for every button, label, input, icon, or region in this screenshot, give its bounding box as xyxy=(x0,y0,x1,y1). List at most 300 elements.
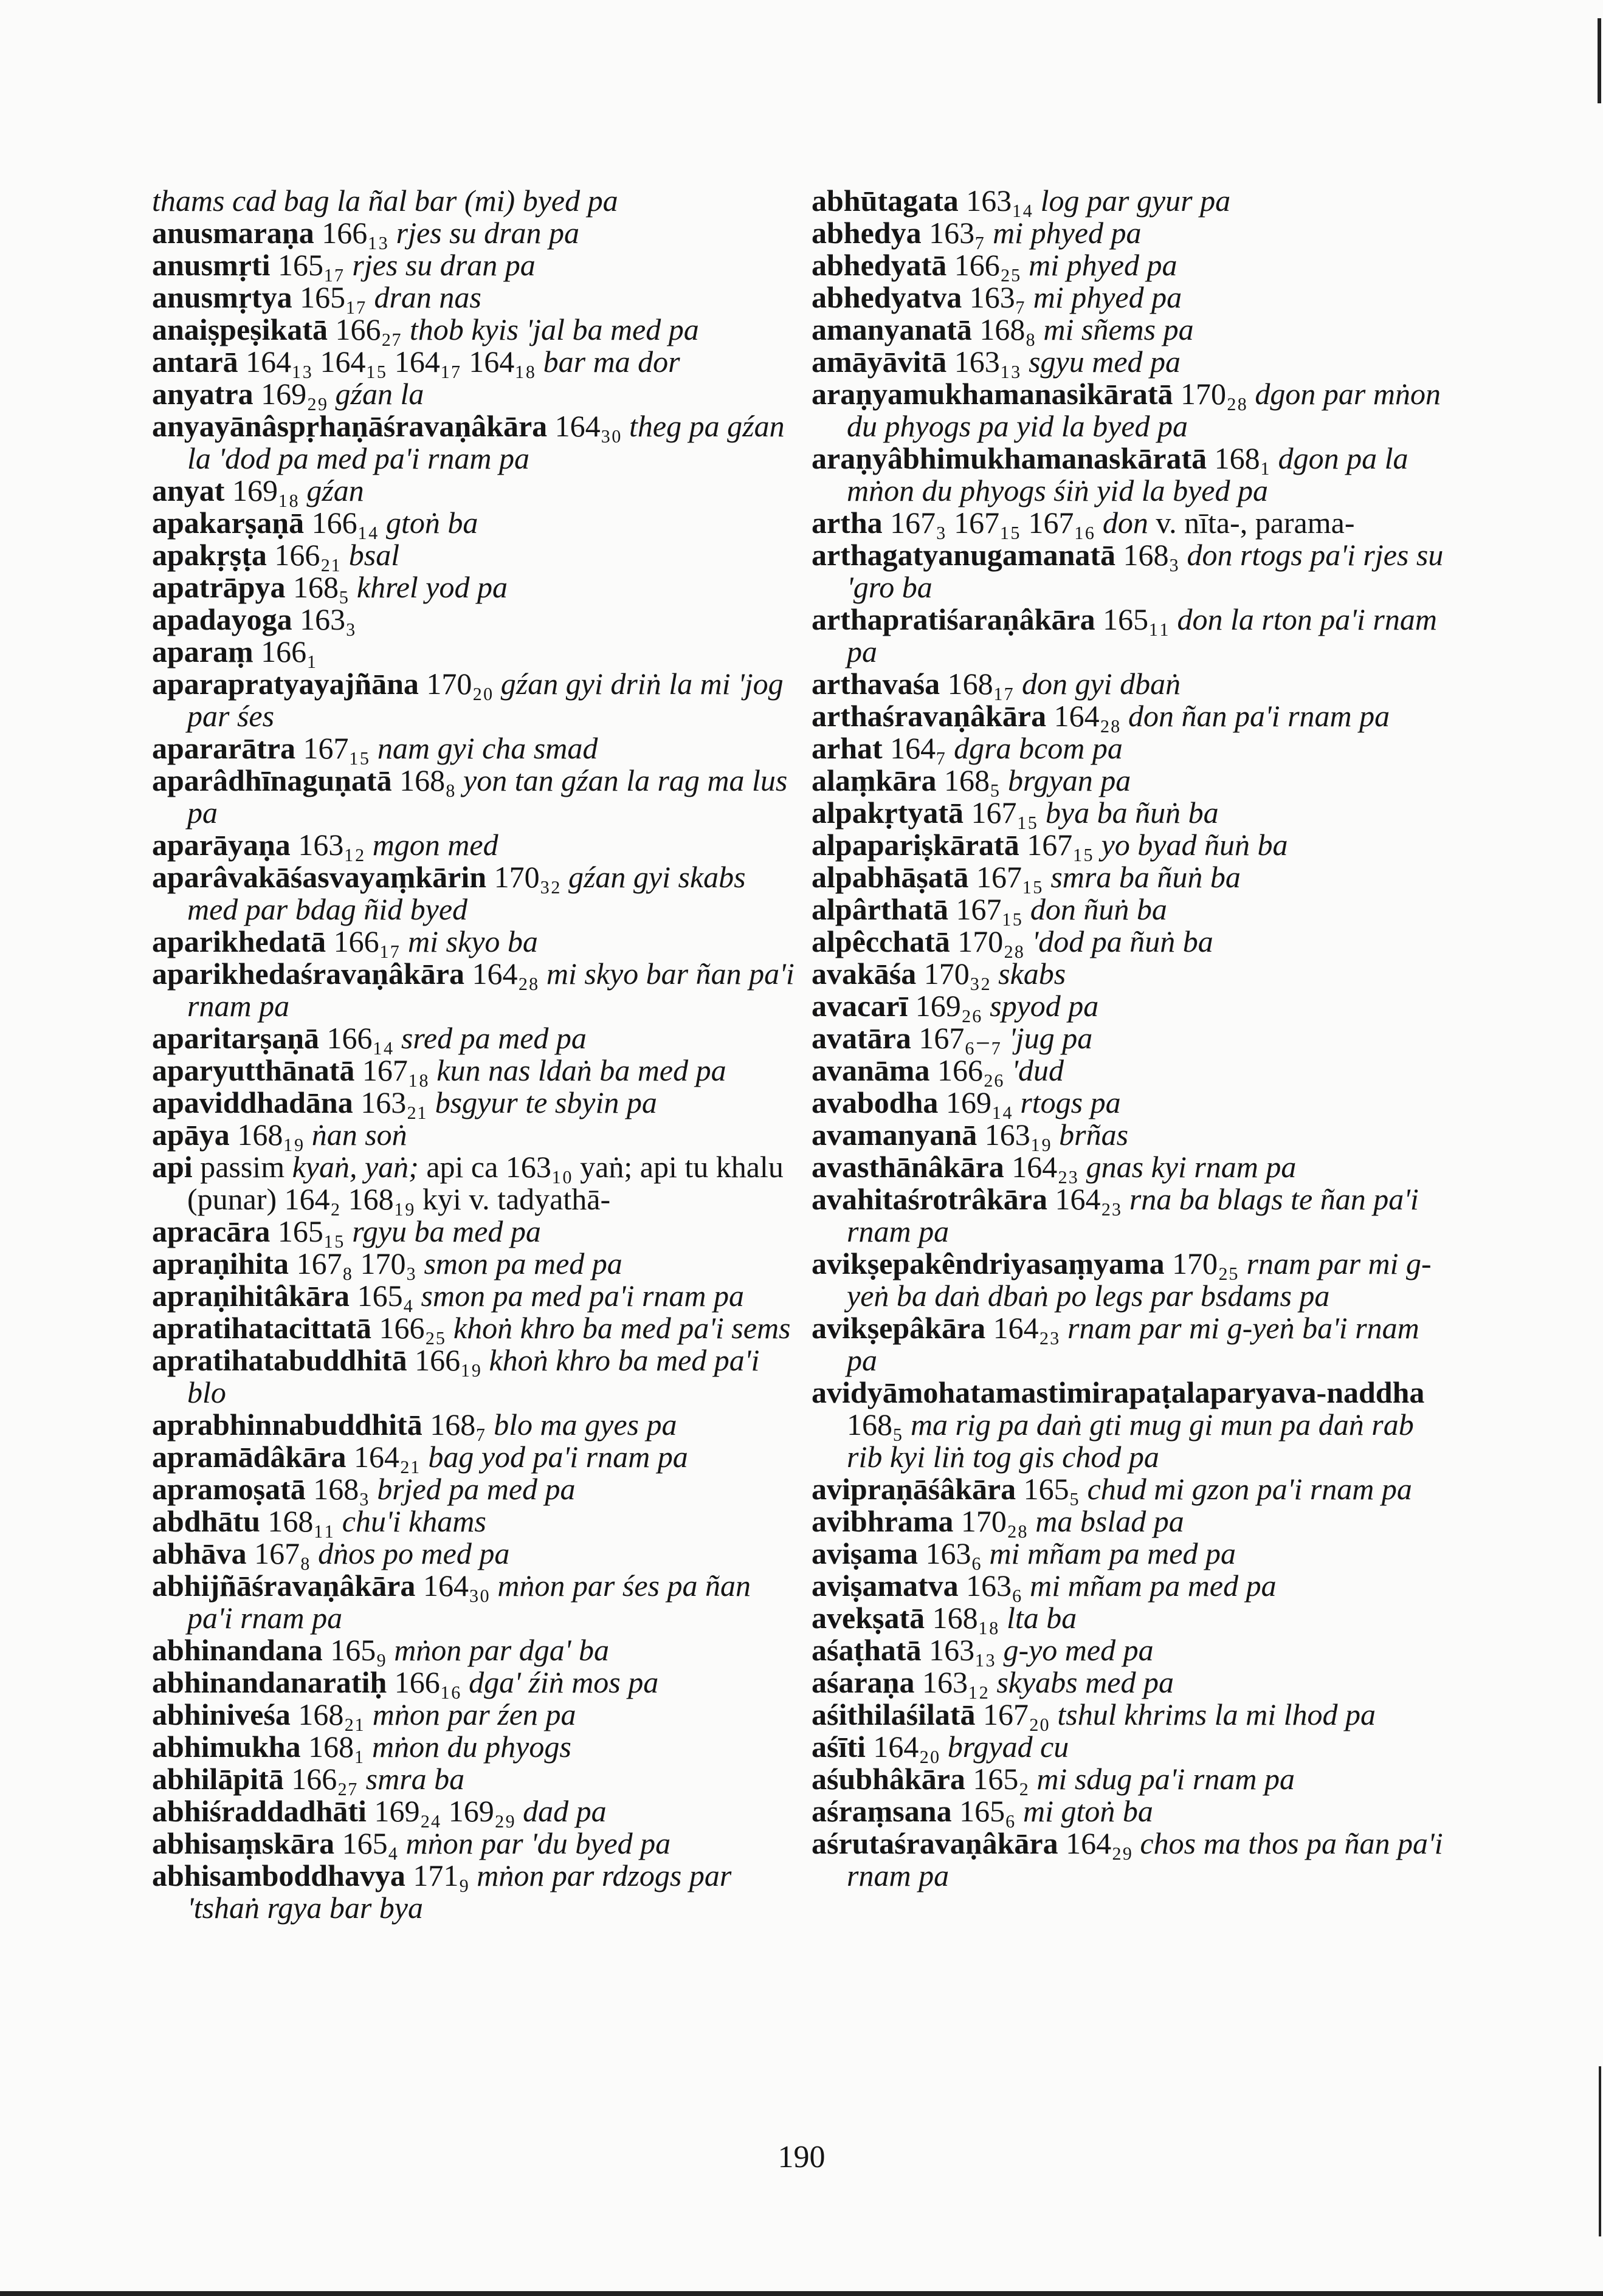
page-reference: 163₁₄ xyxy=(966,184,1033,218)
tibetan-equivalent: thams cad bag la ñal bar (mi) byed pa xyxy=(152,184,618,218)
dictionary-entry xyxy=(812,1602,1456,1634)
tibetan-equivalent: yo byad ñuṅ ba xyxy=(1101,828,1288,862)
tibetan-equivalent: khoṅ khro ba med pa'i blo xyxy=(187,1343,760,1409)
tibetan-equivalent: mṅon par źen pa xyxy=(372,1697,576,1731)
headword: avakāśa xyxy=(812,957,917,991)
page-reference: 166₁ xyxy=(261,634,317,669)
headword: alpakṛtyatā xyxy=(812,796,964,830)
headword: anusmaraṇa xyxy=(152,216,314,250)
page-reference: 170₂₅ xyxy=(1172,1246,1239,1280)
page-reference: 170₂₈ xyxy=(1181,377,1247,411)
page-reference: 167₈ 170₃ xyxy=(296,1246,416,1280)
page-reference: 166₁₇ xyxy=(333,924,401,958)
dictionary-entry xyxy=(152,926,796,958)
dictionary-entry xyxy=(812,539,1456,603)
page-reference: 165₄ xyxy=(342,1826,399,1860)
page-reference: 167₆₋₇ xyxy=(919,1021,1002,1055)
headword: anyat xyxy=(152,473,225,507)
tibetan-equivalent: smon pa med pa xyxy=(424,1246,622,1280)
dictionary-entry xyxy=(152,249,796,281)
dictionary-entry xyxy=(812,1699,1456,1731)
tibetan-equivalent: gźan gyi driṅ la mi 'jog par śes xyxy=(187,667,784,733)
headword: alpabhāṣatā xyxy=(812,860,969,894)
dictionary-entry xyxy=(812,1763,1456,1795)
headword: avikṣepakêndriyasaṃyama xyxy=(812,1246,1165,1280)
dictionary-entry xyxy=(152,1054,796,1087)
headword: abhedyatā xyxy=(812,248,947,282)
dictionary-entry xyxy=(152,507,796,539)
dictionary-entry xyxy=(812,346,1456,378)
headword: abhinandana xyxy=(152,1633,323,1667)
page-reference: 164₃₀ xyxy=(554,409,622,443)
dictionary-entry xyxy=(812,1248,1456,1312)
page-reference: 164₁₃ 164₁₅ 164₁₇ 164₁₈ xyxy=(246,345,536,379)
headword: apaviddhadāna xyxy=(152,1085,353,1119)
page-reference: 164₂₀ xyxy=(873,1730,940,1764)
dictionary-entry xyxy=(152,1215,796,1248)
tibetan-equivalent: skabs xyxy=(998,957,1066,991)
dictionary-entry xyxy=(812,797,1456,829)
tibetan-equivalent: mṅon par 'du byed pa xyxy=(405,1826,671,1860)
entry-continuation: api ca 163₁₀ yaṅ; api tu khalu (punar) 164₂ 168₁₉ kyi v. tadyathā- xyxy=(187,1150,784,1216)
headword: antarā xyxy=(152,345,238,379)
dictionary-entry xyxy=(812,668,1456,700)
tibetan-equivalent: yon tan gźan la rag ma lus pa xyxy=(187,763,788,830)
dictionary-entry xyxy=(152,378,796,410)
tibetan-equivalent: dga' źiṅ mos pa xyxy=(469,1665,659,1699)
tibetan-equivalent: dṅos po med pa xyxy=(318,1536,510,1570)
page-reference: 171₉ xyxy=(413,1858,469,1892)
page-reference: 168₃ xyxy=(313,1472,370,1506)
tibetan-equivalent: gźan la xyxy=(335,377,424,411)
page-reference: 167₃ 167₁₅ 167₁₆ xyxy=(890,506,1095,540)
tibetan-equivalent: bya ba ñuṅ ba xyxy=(1045,796,1219,830)
right-column xyxy=(812,185,1456,1892)
tibetan-equivalent: chos ma thos pa ñan pa'i rnam pa xyxy=(847,1826,1443,1892)
tibetan-equivalent: rjes su dran pa xyxy=(396,216,580,250)
dictionary-entry xyxy=(152,1087,796,1119)
headword: apakṛṣṭa xyxy=(152,538,267,572)
page-reference: 167₁₅ xyxy=(956,892,1023,926)
headword: abdhātu xyxy=(152,1504,260,1538)
dictionary-entry xyxy=(152,281,796,314)
dictionary-entry xyxy=(812,1312,1456,1377)
dictionary-entry xyxy=(812,1473,1456,1505)
dictionary-entry xyxy=(812,1570,1456,1602)
dictionary-entry xyxy=(152,1473,796,1505)
page-reference: 164₂₈ xyxy=(472,957,539,991)
headword: apramādâkāra xyxy=(152,1440,346,1474)
headword: apraṇihita xyxy=(152,1246,289,1280)
page-reference: 164₂₈ xyxy=(1053,699,1121,733)
dictionary-entry xyxy=(152,668,796,732)
tibetan-equivalent: mi gtoṅ ba xyxy=(1023,1794,1153,1828)
tibetan-equivalent: mi phyed pa xyxy=(993,216,1142,250)
tibetan-equivalent: brjed pa med pa xyxy=(377,1472,576,1506)
dictionary-entry xyxy=(152,732,796,765)
page-reference: 170₂₈ xyxy=(960,1504,1028,1538)
page-reference: 168₁₉ xyxy=(237,1118,305,1152)
page-reference: 165₅ xyxy=(1023,1472,1080,1506)
dictionary-entry xyxy=(812,1054,1456,1087)
dictionary-entry xyxy=(152,1409,796,1441)
headword: avikṣepâkāra xyxy=(812,1311,986,1345)
headword: abhisaṃskāra xyxy=(152,1826,335,1860)
headword: aparikhedatā xyxy=(152,924,326,958)
dictionary-entry xyxy=(152,1795,796,1827)
dictionary-entry xyxy=(152,217,796,249)
headword: aśīti xyxy=(812,1730,866,1764)
dictionary-entry xyxy=(812,1634,1456,1666)
tibetan-equivalent: don la rton pa'i rnam pa xyxy=(847,602,1437,669)
tibetan-equivalent: mi mñam pa med pa xyxy=(1030,1569,1277,1603)
tibetan-equivalent: gźan gyi skabs med par bdag ñid byed xyxy=(187,860,746,926)
page-reference: 167₈ xyxy=(254,1536,311,1570)
page-reference: 164₂₃ xyxy=(993,1311,1060,1345)
page-reference: 168₅ xyxy=(292,570,350,604)
dictionary-entry xyxy=(152,1151,796,1215)
page-reference: 164₇ xyxy=(890,731,946,765)
dictionary-entry xyxy=(152,539,796,571)
page-reference: 168₁ xyxy=(308,1730,365,1764)
tibetan-equivalent: 'dud xyxy=(1012,1053,1064,1087)
page-reference: 163₁₉ xyxy=(984,1118,1052,1152)
page-reference: 167₁₅ xyxy=(976,860,1043,894)
dictionary-entry xyxy=(152,1731,796,1763)
page-reference: 168₈ xyxy=(979,312,1036,346)
headword: anusmṛtya xyxy=(152,280,292,314)
dictionary-entry xyxy=(152,1538,796,1570)
headword: avanāma xyxy=(812,1053,930,1087)
tibetan-equivalent: thob kyis 'jal ba med pa xyxy=(409,312,699,346)
page-reference: 170₂₀ xyxy=(426,667,494,701)
dictionary-entry xyxy=(812,958,1456,990)
tibetan-equivalent: dgon pa la mṅon du phyogs śiṅ yid la byed pa xyxy=(847,441,1408,507)
page-number: 190 xyxy=(777,2140,826,2174)
headword: anusmṛti xyxy=(152,248,271,282)
page-reference: 168₇ xyxy=(430,1408,486,1442)
dictionary-entry xyxy=(812,507,1456,539)
headword: alpêcchatā xyxy=(812,924,950,958)
tibetan-equivalent: kun nas ldaṅ ba med pa xyxy=(436,1053,726,1087)
page-reference: 165₁₇ xyxy=(277,248,345,282)
page-reference: 168₅ xyxy=(847,1408,903,1442)
headword: alpârthatā xyxy=(812,892,948,926)
dictionary-entry xyxy=(812,732,1456,765)
headword: aśubhâkāra xyxy=(812,1762,965,1796)
tibetan-equivalent: khoṅ khro ba med pa'i sems xyxy=(453,1311,791,1345)
tibetan-equivalent: mi skyo bar ñan pa'i rnam pa xyxy=(187,957,795,1023)
headword: avipraṇāśâkāra xyxy=(812,1472,1016,1506)
headword: aparitarṣaṇā xyxy=(152,1021,319,1055)
tibetan-equivalent: sgyu med pa xyxy=(1029,345,1181,379)
tibetan-equivalent: rnam par mi g-yeṅ ba daṅ dbaṅ po legs par bsdams pa xyxy=(847,1246,1432,1313)
scan-bottom-edge xyxy=(0,2291,1603,2296)
tibetan-equivalent: don xyxy=(1102,506,1148,540)
tibetan-equivalent: mi mñam pa med pa xyxy=(989,1536,1236,1570)
page-reference: 167₁₈ xyxy=(362,1053,429,1087)
dictionary-entry xyxy=(152,346,796,378)
dictionary-entry xyxy=(152,1312,796,1344)
dictionary-entry xyxy=(812,700,1456,732)
tibetan-equivalent: dgon par mṅon du phyogs pa yid la byed pa xyxy=(847,377,1441,443)
headword: aparâvakāśasvayaṃkārin xyxy=(152,860,487,894)
page-reference: passim xyxy=(200,1150,285,1184)
page-reference: 166₁₉ xyxy=(415,1343,481,1377)
headword: abhimukha xyxy=(152,1730,301,1764)
dictionary-entry xyxy=(152,314,796,346)
page-reference: 170₃₂ xyxy=(923,957,991,991)
tibetan-equivalent: mṅon par śes pa ñan pa'i rnam pa xyxy=(187,1569,751,1635)
tibetan-equivalent: don ñan pa'i rnam pa xyxy=(1128,699,1390,733)
tibetan-equivalent: mi phyed pa xyxy=(1029,248,1177,282)
tibetan-equivalent: chud mi gzon pa'i rnam pa xyxy=(1087,1472,1412,1506)
tibetan-equivalent: mi sñems pa xyxy=(1043,312,1194,346)
page-reference: 168₅ xyxy=(944,763,1001,797)
headword: aparaṃ xyxy=(152,634,253,669)
dictionary-entry xyxy=(152,1022,796,1054)
dictionary-entry xyxy=(812,893,1456,926)
page-reference: 165₆ xyxy=(959,1794,1016,1828)
headword: aparyutthānatā xyxy=(152,1053,355,1087)
page-reference: 165₁₅ xyxy=(277,1214,345,1248)
tibetan-equivalent: dgra bcom pa xyxy=(954,731,1123,765)
headword: abhilāpitā xyxy=(152,1762,284,1796)
dictionary-entry xyxy=(812,1183,1456,1248)
dictionary-entry xyxy=(152,1248,796,1280)
dictionary-entry xyxy=(152,861,796,926)
headword: apakarṣaṇā xyxy=(152,506,305,540)
tibetan-equivalent: don gyi dbaṅ xyxy=(1021,667,1181,701)
headword: aprabhinnabuddhitā xyxy=(152,1408,422,1442)
headword: abhiniveśa xyxy=(152,1697,291,1731)
headword: aparikhedaśravaṇâkāra xyxy=(152,957,464,991)
dictionary-entry xyxy=(812,1827,1456,1892)
page-reference: 166₁₄ xyxy=(311,506,379,540)
dictionary-entry xyxy=(152,603,796,636)
page-reference: 166₂₁ xyxy=(274,538,342,572)
dictionary-entry xyxy=(812,1731,1456,1763)
dictionary-entry xyxy=(812,378,1456,442)
page-reference: 165₂ xyxy=(973,1762,1029,1796)
headword: apracāra xyxy=(152,1214,271,1248)
page-reference: 163₃ xyxy=(300,602,356,636)
headword: arthagatyanugamanatā xyxy=(812,538,1116,572)
dictionary-entry xyxy=(152,1505,796,1538)
scan-edge-mark xyxy=(1599,2066,1601,2236)
page-reference: 164₂₉ xyxy=(1066,1826,1132,1860)
headword: apratihatabuddhitā xyxy=(152,1343,407,1377)
tibetan-equivalent: theg pa gźan la 'dod pa med pa'i rnam pa xyxy=(187,409,785,475)
dictionary-entry xyxy=(152,1763,796,1795)
headword: aśaṭhatā xyxy=(812,1633,922,1667)
dictionary-entry xyxy=(812,442,1456,507)
tibetan-equivalent: rjes su dran pa xyxy=(352,248,536,282)
page-reference: 167₂₀ xyxy=(982,1697,1050,1731)
dictionary-entry xyxy=(812,281,1456,314)
page-reference: 164₂₃ xyxy=(1012,1150,1079,1184)
headword: abhedyatva xyxy=(812,280,962,314)
headword: abhinandanaratiḥ xyxy=(152,1665,387,1699)
tibetan-equivalent: rtogs pa xyxy=(1020,1085,1121,1119)
headword: apāya xyxy=(152,1118,230,1152)
headword: aśrutaśravaṇâkāra xyxy=(812,1826,1058,1860)
headword: apramoṣatā xyxy=(152,1472,306,1506)
dictionary-entry xyxy=(152,958,796,1022)
tibetan-equivalent: ṅan soṅ xyxy=(311,1118,407,1152)
page-reference: 165₉ xyxy=(330,1633,387,1667)
tibetan-equivalent: mi sdug pa'i rnam pa xyxy=(1036,1762,1295,1796)
headword: api xyxy=(152,1150,193,1184)
dictionary-entry xyxy=(812,765,1456,797)
headword: avahitaśrotrâkāra xyxy=(812,1182,1047,1216)
headword: avidyāmohatamastimirapaṭalaparyava-naddha xyxy=(812,1375,1425,1409)
dictionary-entry xyxy=(152,829,796,861)
headword: arhat xyxy=(812,731,883,765)
dictionary-entry xyxy=(152,636,796,668)
page-reference: 166₁₃ xyxy=(322,216,389,250)
headword: apratihatacittatā xyxy=(152,1311,372,1345)
headword: abhisamboddhavya xyxy=(152,1858,405,1892)
tibetan-equivalent: mṅon par rdzogs par 'tshaṅ rgya bar bya xyxy=(187,1858,732,1925)
page-reference: 169₁₄ xyxy=(945,1085,1013,1119)
headword: araṇyamukhamanasikāratā xyxy=(812,377,1173,411)
tibetan-equivalent: gźan xyxy=(306,473,364,507)
page-reference: 165₁₁ xyxy=(1103,602,1170,636)
tibetan-equivalent: mi phyed pa xyxy=(1033,280,1182,314)
headword: aśraṃsana xyxy=(812,1794,952,1828)
page-reference: 166₂₇ xyxy=(335,312,402,346)
headword: avatāra xyxy=(812,1021,911,1055)
dictionary-entry xyxy=(812,1377,1456,1473)
tibetan-equivalent: tshul khrims la mi lhod pa xyxy=(1057,1697,1376,1731)
page-reference: 168₁₁ xyxy=(267,1504,335,1538)
page-reference: 163₁₃ xyxy=(954,345,1021,379)
headword: anaiṣpeṣikatā xyxy=(152,312,328,346)
dictionary-entry xyxy=(152,185,796,217)
dictionary-entry xyxy=(812,990,1456,1022)
tibetan-equivalent: smon pa med pa'i rnam pa xyxy=(421,1279,745,1313)
headword: abhāva xyxy=(152,1536,247,1570)
tibetan-equivalent: ma rig pa daṅ gti mug gi mun pa daṅ rab rib kyi liṅ tog gis chod pa xyxy=(847,1408,1414,1474)
page-reference: 168₂₁ xyxy=(298,1697,365,1731)
tibetan-equivalent: mṅon par dga' ba xyxy=(394,1633,609,1667)
dictionary-entry xyxy=(152,1570,796,1634)
tibetan-equivalent: dad pa xyxy=(523,1794,607,1828)
headword: aparapratyayajñāna xyxy=(152,667,419,701)
headword: araṇyâbhimukhamanaskāratā xyxy=(812,441,1207,475)
tibetan-equivalent: spyod pa xyxy=(990,989,1099,1023)
headword: amanyanatā xyxy=(812,312,972,346)
page-reference: 166₂₇ xyxy=(291,1762,359,1796)
headword: apatrāpya xyxy=(152,570,286,604)
tibetan-equivalent: blo ma gyes pa xyxy=(494,1408,677,1442)
headword: aparāyaṇa xyxy=(152,828,291,862)
tibetan-equivalent: gnas kyi rnam pa xyxy=(1086,1150,1297,1184)
tibetan-equivalent: nam gyi cha smad xyxy=(377,731,598,765)
tibetan-equivalent: chu'i khams xyxy=(342,1504,486,1538)
headword: artha xyxy=(812,506,883,540)
tibetan-equivalent: rnam par mi g-yeṅ ba'i rnam pa xyxy=(847,1311,1419,1377)
headword: apararātra xyxy=(152,731,296,765)
page-reference: 169₂₄ 169₂₉ xyxy=(374,1794,515,1828)
dictionary-entry xyxy=(812,603,1456,668)
page-reference: 163₇ xyxy=(969,280,1026,314)
scan-edge-mark xyxy=(1598,18,1601,103)
dictionary-entry xyxy=(152,475,796,507)
page-reference: 163₂₁ xyxy=(360,1085,428,1119)
tibetan-equivalent: bsgyur te sbyin pa xyxy=(435,1085,657,1119)
page-reference: 164₃₀ xyxy=(422,1569,490,1603)
tibetan-equivalent: don rtogs pa'i rjes su 'gro ba xyxy=(847,538,1444,604)
entry-continuation: v. nīta-, parama- xyxy=(1156,506,1355,540)
tibetan-equivalent: 'dod pa ñuṅ ba xyxy=(1032,924,1213,958)
tibetan-equivalent: 'jug pa xyxy=(1009,1021,1093,1055)
headword: aparâdhīnaguṇatā xyxy=(152,763,392,797)
headword: avabodha xyxy=(812,1085,939,1119)
page-reference: 164₂₁ xyxy=(353,1440,421,1474)
tibetan-equivalent: log par gyur pa xyxy=(1040,184,1231,218)
dictionary-entry xyxy=(812,1538,1456,1570)
dictionary-entry xyxy=(152,1860,796,1924)
tibetan-equivalent: bar ma dor xyxy=(543,345,680,379)
tibetan-equivalent: smra ba xyxy=(365,1762,465,1796)
page-reference: 169₁₈ xyxy=(232,473,299,507)
headword: abhūtagata xyxy=(812,184,959,218)
page-reference: 165₁₇ xyxy=(300,280,367,314)
headword: aviṣamatva xyxy=(812,1569,959,1603)
headword: avekṣatā xyxy=(812,1601,925,1635)
page-reference: 168₁ xyxy=(1214,441,1271,475)
headword: arthavaśa xyxy=(812,667,940,701)
dictionary-entry xyxy=(152,410,796,475)
page-reference: 168₃ xyxy=(1123,538,1179,572)
page-reference: 163₁₃ xyxy=(929,1633,996,1667)
tibetan-equivalent: smra ba ñuṅ ba xyxy=(1050,860,1241,894)
dictionary-entry xyxy=(812,1119,1456,1151)
tibetan-equivalent: lta ba xyxy=(1006,1601,1077,1635)
page-reference: 163₁₂ xyxy=(298,828,365,862)
page-reference: 166₂₆ xyxy=(937,1053,1004,1087)
dictionary-entry xyxy=(812,861,1456,893)
page-reference: 163₆ xyxy=(925,1536,982,1570)
headword: abhiśraddadhāti xyxy=(152,1794,367,1828)
dictionary-entry xyxy=(152,1119,796,1151)
dictionary-entry xyxy=(812,1087,1456,1119)
headword: avamanyanā xyxy=(812,1118,977,1152)
page-reference: 170₃₂ xyxy=(494,860,561,894)
headword: arthapratiśaraṇâkāra xyxy=(812,602,1095,636)
page-reference: 163₆ xyxy=(966,1569,1022,1603)
page-reference: 167₁₅ xyxy=(1027,828,1094,862)
dictionary-entry xyxy=(152,1699,796,1731)
page-reference: 166₁₄ xyxy=(326,1021,394,1055)
tibetan-equivalent: brñas xyxy=(1059,1118,1129,1152)
headword: aśithilaśilatā xyxy=(812,1697,976,1731)
headword: abhijñāśravaṇâkāra xyxy=(152,1569,416,1603)
tibetan-equivalent: ma bslad pa xyxy=(1035,1504,1184,1538)
tibetan-equivalent: bag yod pa'i rnam pa xyxy=(428,1440,688,1474)
headword: apadayoga xyxy=(152,602,292,636)
dictionary-entry xyxy=(152,1827,796,1860)
dictionary-entry xyxy=(812,249,1456,281)
page-reference: 164₂₃ xyxy=(1055,1182,1122,1216)
dictionary-entry xyxy=(812,1666,1456,1699)
headword: avibhrama xyxy=(812,1504,954,1538)
headword: apraṇihitâkāra xyxy=(152,1279,350,1313)
tibetan-equivalent: dran nas xyxy=(374,280,481,314)
dictionary-entry xyxy=(812,1795,1456,1827)
